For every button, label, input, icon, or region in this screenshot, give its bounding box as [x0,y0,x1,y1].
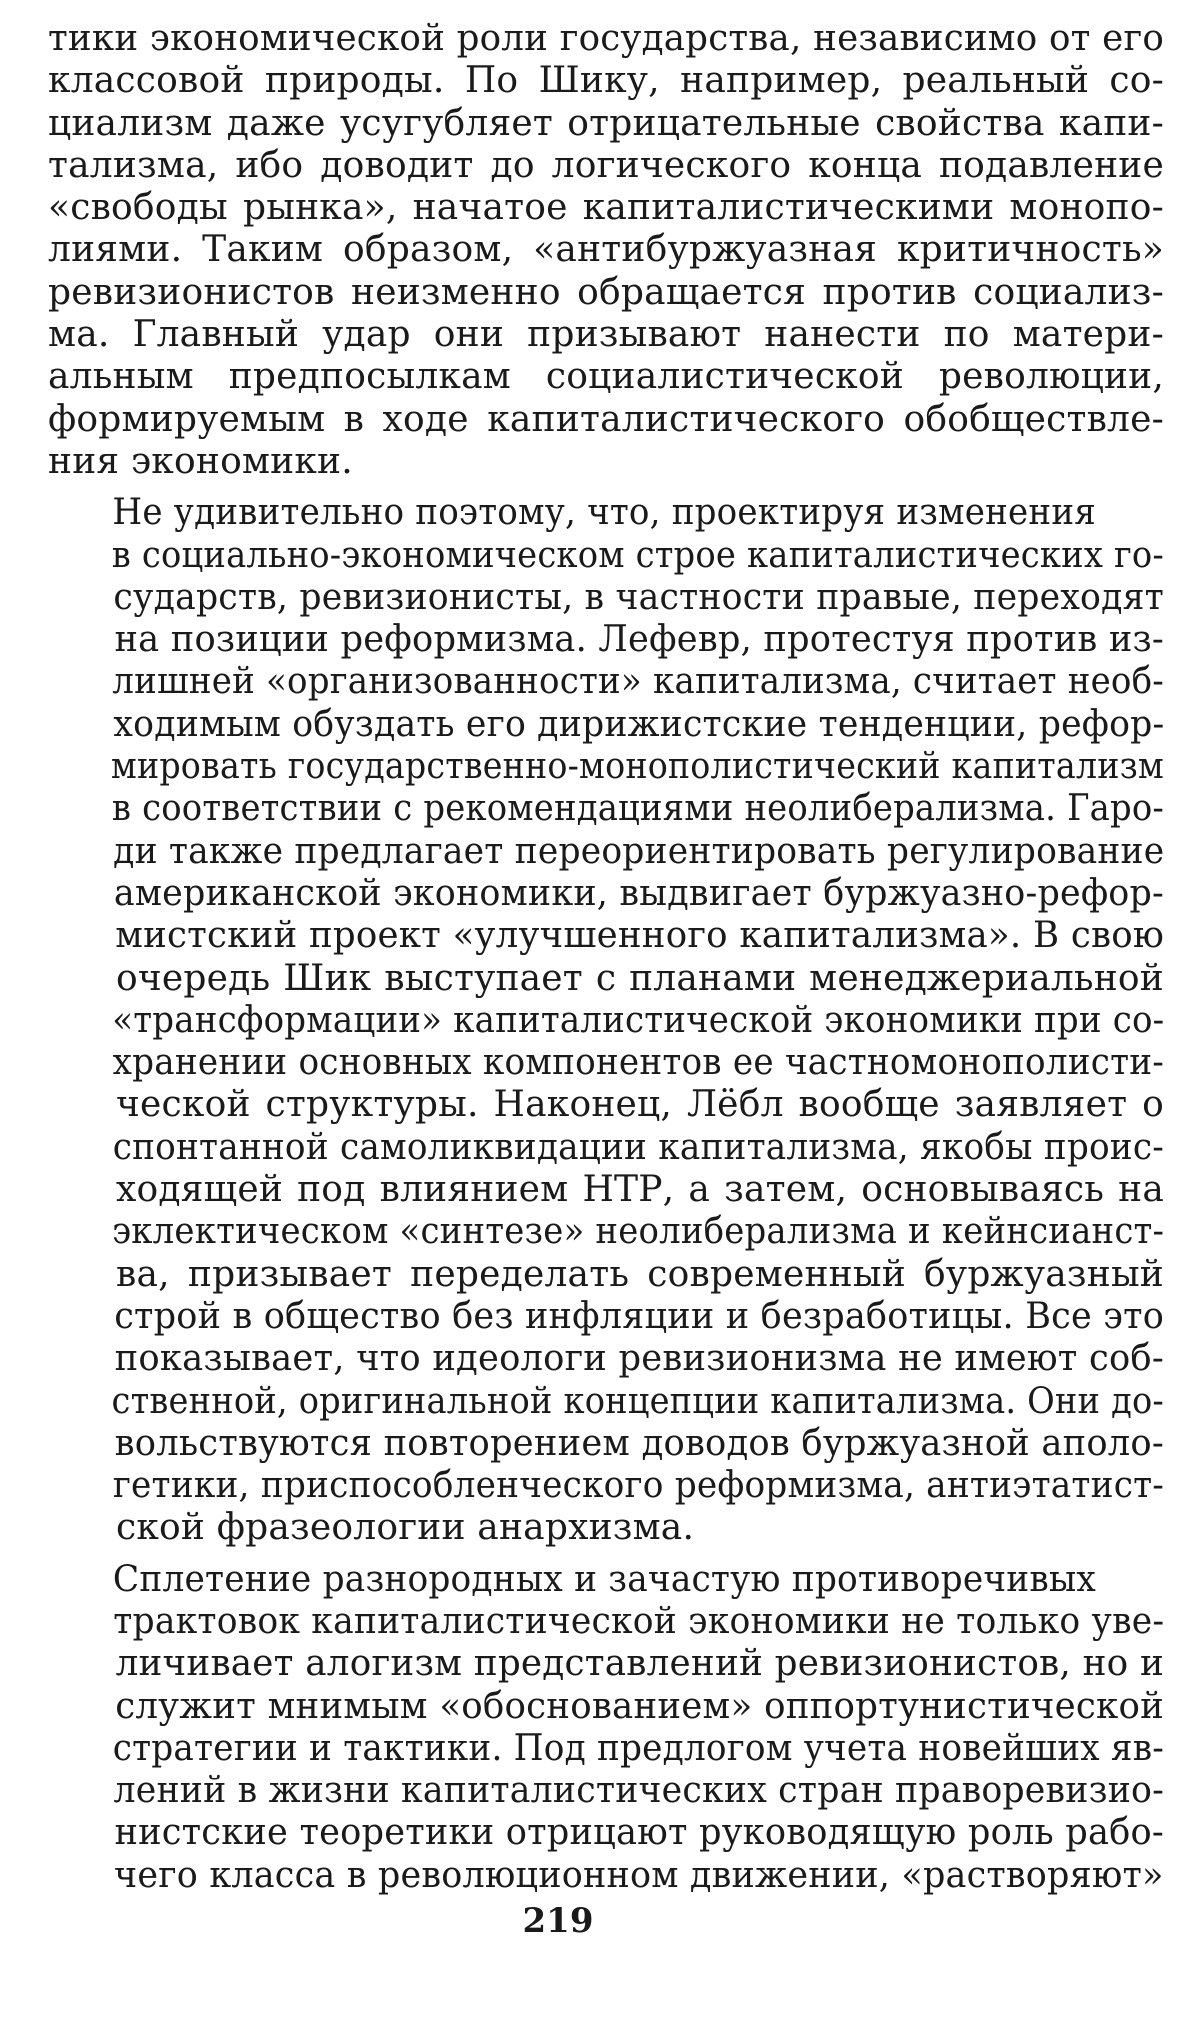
text-line: тики экономической роли государства, независимо от его [48,18,1164,59]
text-line: Не удивительно поэтому, что, проектируя изменения [112,492,1096,534]
text-line: личивает алогизм представлений ревизионистов, но и [115,1643,1164,1685]
text-line: трактовок капиталистической экономики не только уве- [113,1600,1165,1642]
text-line: показывает, что идеологи ревизионизма не имеют соб- [114,1338,1164,1380]
text-line: классовой природы. По Шику, например, реальный со- [48,60,1164,102]
text-line: в соответствии с рекомендациями неолиберализма. Гаро- [111,788,1164,830]
text-line: циализм даже усугубляет отрицательные свойства капи- [48,102,1164,144]
text-line: нистские теоретики отрицают руководящую роль рабо- [114,1812,1164,1854]
text-line: ва, призывает переделать современный буржуазный [116,1253,1164,1295]
text-line: эклектическом «синтезе» неолиберализма и кейнсианст- [112,1211,1165,1253]
text-line: ческой структуры. Наконец, Лёбл вообще заявляет о [116,1084,1164,1126]
text-line: ревизионистов неизменно обращается против социализ- [48,271,1164,313]
text-line: «свободы рынка», начатое капиталистическими монопо- [48,187,1164,229]
body-text [48,18,1164,1897]
text-line: чего класса в революционном движении, «растворяют» [114,1854,1164,1896]
text-line: тализма, ибо доводит до логического конца подавление [48,144,1164,186]
text-line: ственной, оригинальной концепции капитализма. Они до- [111,1380,1165,1422]
text-line: американской экономики, выдвигает буржуазно-рефор- [113,872,1164,914]
text-line: ния экономики. [48,440,353,482]
paragraph [48,492,1164,1549]
text-line: формируемым в ходе капиталистического обобществле- [48,398,1164,440]
text-line: мировать государственно-монополистический капитализм [110,746,1164,788]
paragraph [48,1559,1164,1897]
text-line: ма. Главный удар они призывают нанести по матери- [48,314,1164,356]
text-line: мистский проект «улучшенного капитализма». В свою [115,915,1164,957]
text-line: Сплетение разнородных и зачастую противоречивых [112,1558,1097,1600]
text-line: ской фразеологии анархизма. [116,1507,695,1549]
text-line: ди также предлагает переориентировать регулирование [113,830,1165,872]
text-line: вольствуются повторением доводов буржуазной аполо- [114,1422,1164,1464]
text-line: лиями. Таким образом, «антибуржуазная критичность» [48,229,1164,271]
text-line: на позиции реформизма. Лефевр, протестуя против из- [114,619,1164,661]
text-line: стратегии и тактики. Под предлогом учета новейших яв- [112,1727,1164,1769]
text-line: лений в жизни капиталистических стран праворевизио- [113,1770,1165,1812]
text-line: ходимым обуздать его дирижистские тенденции, рефор- [113,703,1165,745]
text-line: ходящей под влиянием НТР, а затем, основываясь на [116,1169,1164,1211]
book-page [48,18,1164,1897]
text-line: очередь Шик выступает с планами менеджериальной [116,957,1164,999]
text-line: служит мнимым «обоснованием» оппортунистической [115,1685,1164,1727]
text-line: в социально-экономическом строе капиталистических го- [111,534,1164,576]
text-line: лишней «организованности» капитализма, считает необ- [112,661,1164,703]
text-line: хранении основных компонентов ее частномонополисти- [112,1042,1165,1084]
text-line: спонтанной самоликвидации капитализма, якобы проис- [112,1126,1164,1168]
text-line: гетики, приспособленческого реформизма, антиэтатист- [112,1465,1165,1507]
page-number: 219 [522,1901,594,1941]
text-line: строй в общество без инфляции и безработицы. Все это [114,1295,1165,1337]
paragraph [48,18,1164,483]
text-line: альным предпосылкам социалистической революции, [48,356,1164,398]
text-line: сударств, ревизионисты, в частности правые, переходят [113,576,1165,618]
text-line: «трансформации» капиталистической экономики при со- [112,999,1165,1041]
